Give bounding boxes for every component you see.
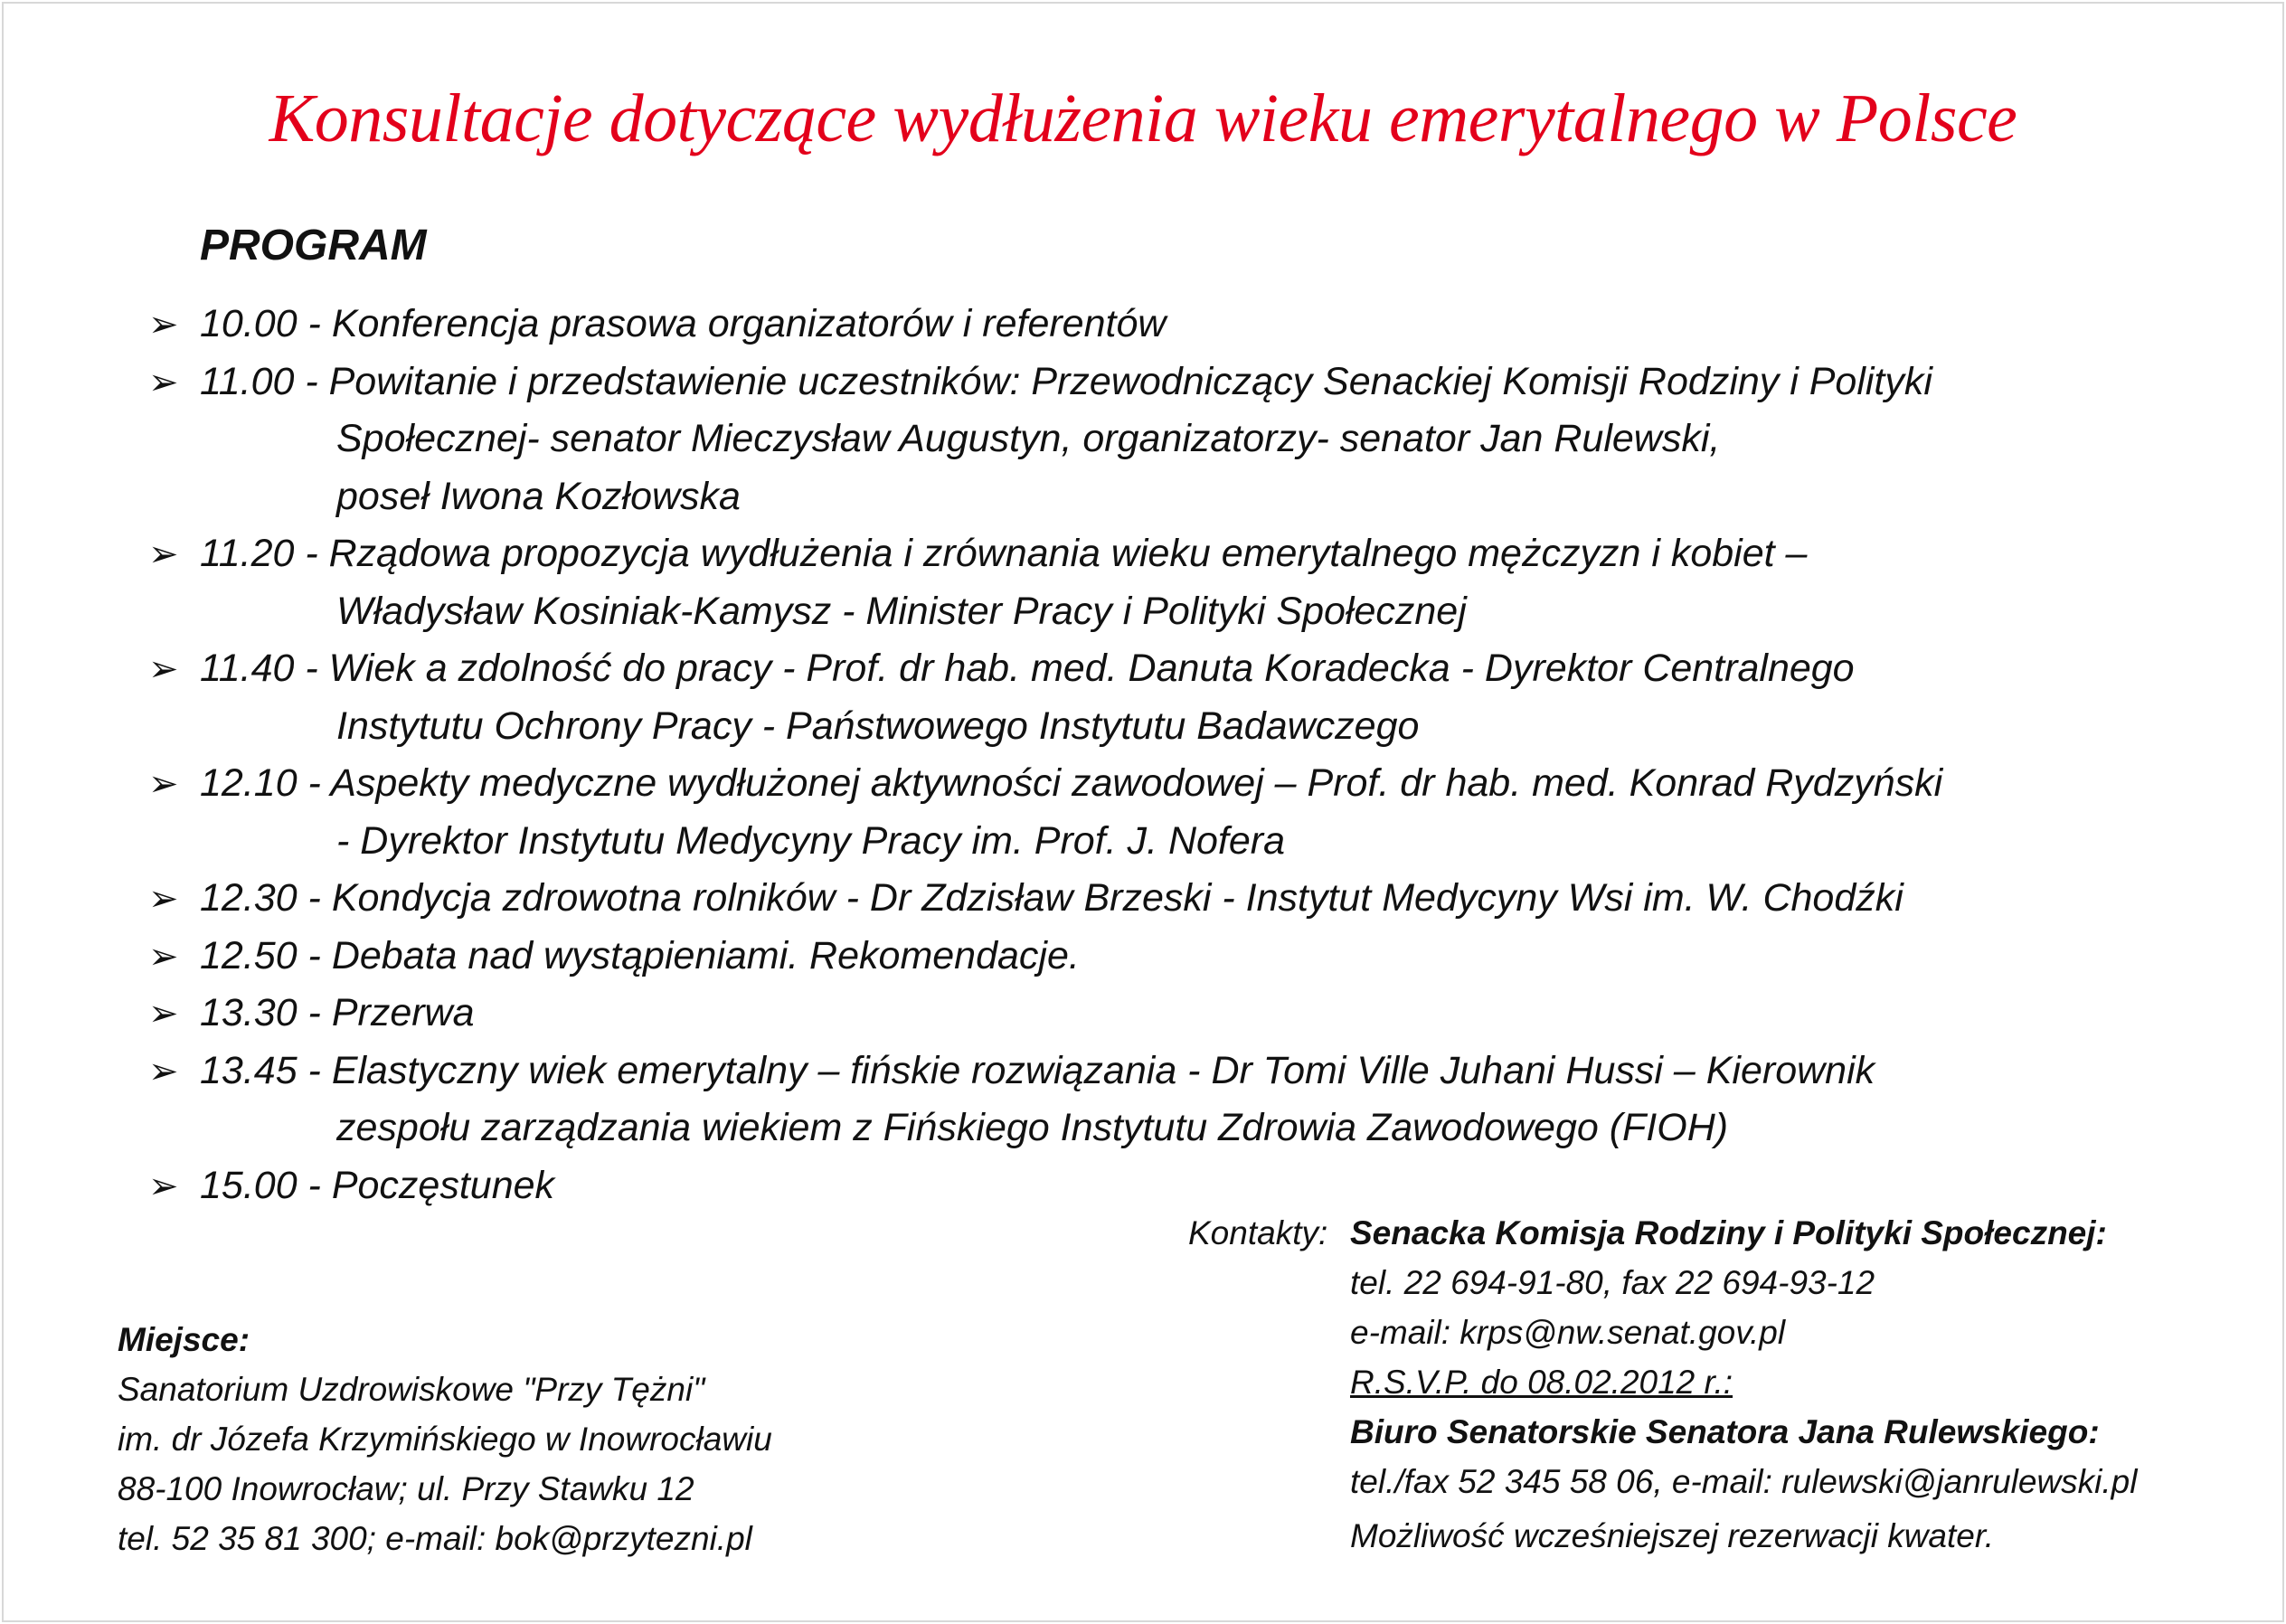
venue-label: Miejsce: xyxy=(118,1321,250,1358)
arrow-bullet-icon: ➢ xyxy=(148,649,179,689)
program-item: 11.00 - Powitanie i przedstawienie uczestników: Przewodniczący Senackiej Komisji Rodziny i Polityki xyxy=(200,359,1932,403)
program-heading: PROGRAM xyxy=(200,222,427,269)
program-item-continuation: Władysław Kosiniak-Kamysz - Minister Pracy i Polityki Społecznej xyxy=(336,589,1467,633)
arrow-bullet-icon: ➢ xyxy=(148,305,179,345)
contact-org2: Biuro Senatorskie Senatora Jana Rulewskiego: xyxy=(1350,1413,2100,1450)
arrow-bullet-icon: ➢ xyxy=(148,534,179,574)
contact-org2-details: tel./fax 52 345 58 06, e-mail: rulewski@janrulewski.pl xyxy=(1350,1463,2138,1500)
arrow-bullet-icon: ➢ xyxy=(148,362,179,402)
program-item-continuation: Społecznej- senator Mieczysław Augustyn, organizatorzy- senator Jan Rulewski, xyxy=(336,417,1721,460)
program-item-continuation: Instytutu Ochrony Pracy - Państwowego Instytutu Badawczego xyxy=(336,703,1420,748)
program-item: 11.20 - Rządowa propozycja wydłużenia i zrównania wieku emerytalnego mężczyzn i kobiet – xyxy=(200,532,1808,575)
document-title: Konsultacje dotyczące wydłużenia wieku emerytalnego w Polsce xyxy=(269,80,2017,156)
arrow-bullet-icon: ➢ xyxy=(148,1166,179,1206)
accommodation-note: Możliwość wcześniejszej rezerwacji kwater. xyxy=(1350,1517,1995,1554)
program-item-continuation: poseł Iwona Kozłowska xyxy=(336,474,741,518)
program-item: 12.50 - Debata nad wystąpieniami. Rekomendacje. xyxy=(200,933,1080,977)
venue-line: 88-100 Inowrocław; ul. Przy Stawku 12 xyxy=(118,1470,694,1507)
arrow-bullet-icon: ➢ xyxy=(148,879,179,919)
program-item-continuation: - Dyrektor Instytutu Medycyny Pracy im. Prof. J. Nofera xyxy=(336,818,1286,863)
program-item: 15.00 - Poczęstunek xyxy=(200,1163,555,1207)
program-item: 12.30 - Kondycja zdrowotna rolników - Dr Zdzisław Brzeski - Instytut Medycyny Wsi im. W. Chodźki xyxy=(200,876,1903,920)
program-item: 13.30 - Przerwa xyxy=(200,991,475,1034)
contact-org1-phone: tel. 22 694-91-80, fax 22 694-93-12 xyxy=(1350,1264,1875,1301)
contact-org1: Senacka Komisja Rodziny i Polityki Społecznej: xyxy=(1350,1214,2107,1251)
arrow-bullet-icon: ➢ xyxy=(148,936,179,977)
arrow-bullet-icon: ➢ xyxy=(148,764,179,804)
contacts-label: Kontakty: xyxy=(1188,1214,1328,1251)
rsvp-deadline: R.S.V.P. do 08.02.2012 r.: xyxy=(1350,1364,1733,1401)
program-item: 13.45 - Elastyczny wiek emerytalny – fińskie rozwiązania - Dr Tomi Ville Juhani Hussi – Kierownik xyxy=(200,1048,1875,1092)
program-item: 12.10 - Aspekty medyczne wydłużonej aktywności zawodowej – Prof. dr hab. med. Konrad Rydzyński xyxy=(200,761,1943,805)
venue-line: tel. 52 35 81 300; e-mail: bok@przytezni.pl xyxy=(118,1520,752,1557)
venue-line: im. dr Józefa Krzymińskiego w Inowrocławiu xyxy=(118,1421,772,1458)
program-item: 10.00 - Konferencja prasowa organizatorów i referentów xyxy=(200,302,1167,345)
arrow-bullet-icon: ➢ xyxy=(148,1051,179,1091)
arrow-bullet-icon: ➢ xyxy=(148,994,179,1034)
contact-org1-email: e-mail: krps@nw.senat.gov.pl xyxy=(1350,1314,1786,1351)
venue-line: Sanatorium Uzdrowiskowe "Przy Tężni" xyxy=(118,1371,705,1408)
program-item-continuation: zespołu zarządzania wiekiem z Fińskiego Instytutu Zdrowia Zawodowego (FIOH) xyxy=(336,1106,1729,1149)
program-item: 11.40 - Wiek a zdolność do pracy - Prof. dr hab. med. Danuta Koradecka - Dyrektor Centralnego xyxy=(200,647,1855,690)
